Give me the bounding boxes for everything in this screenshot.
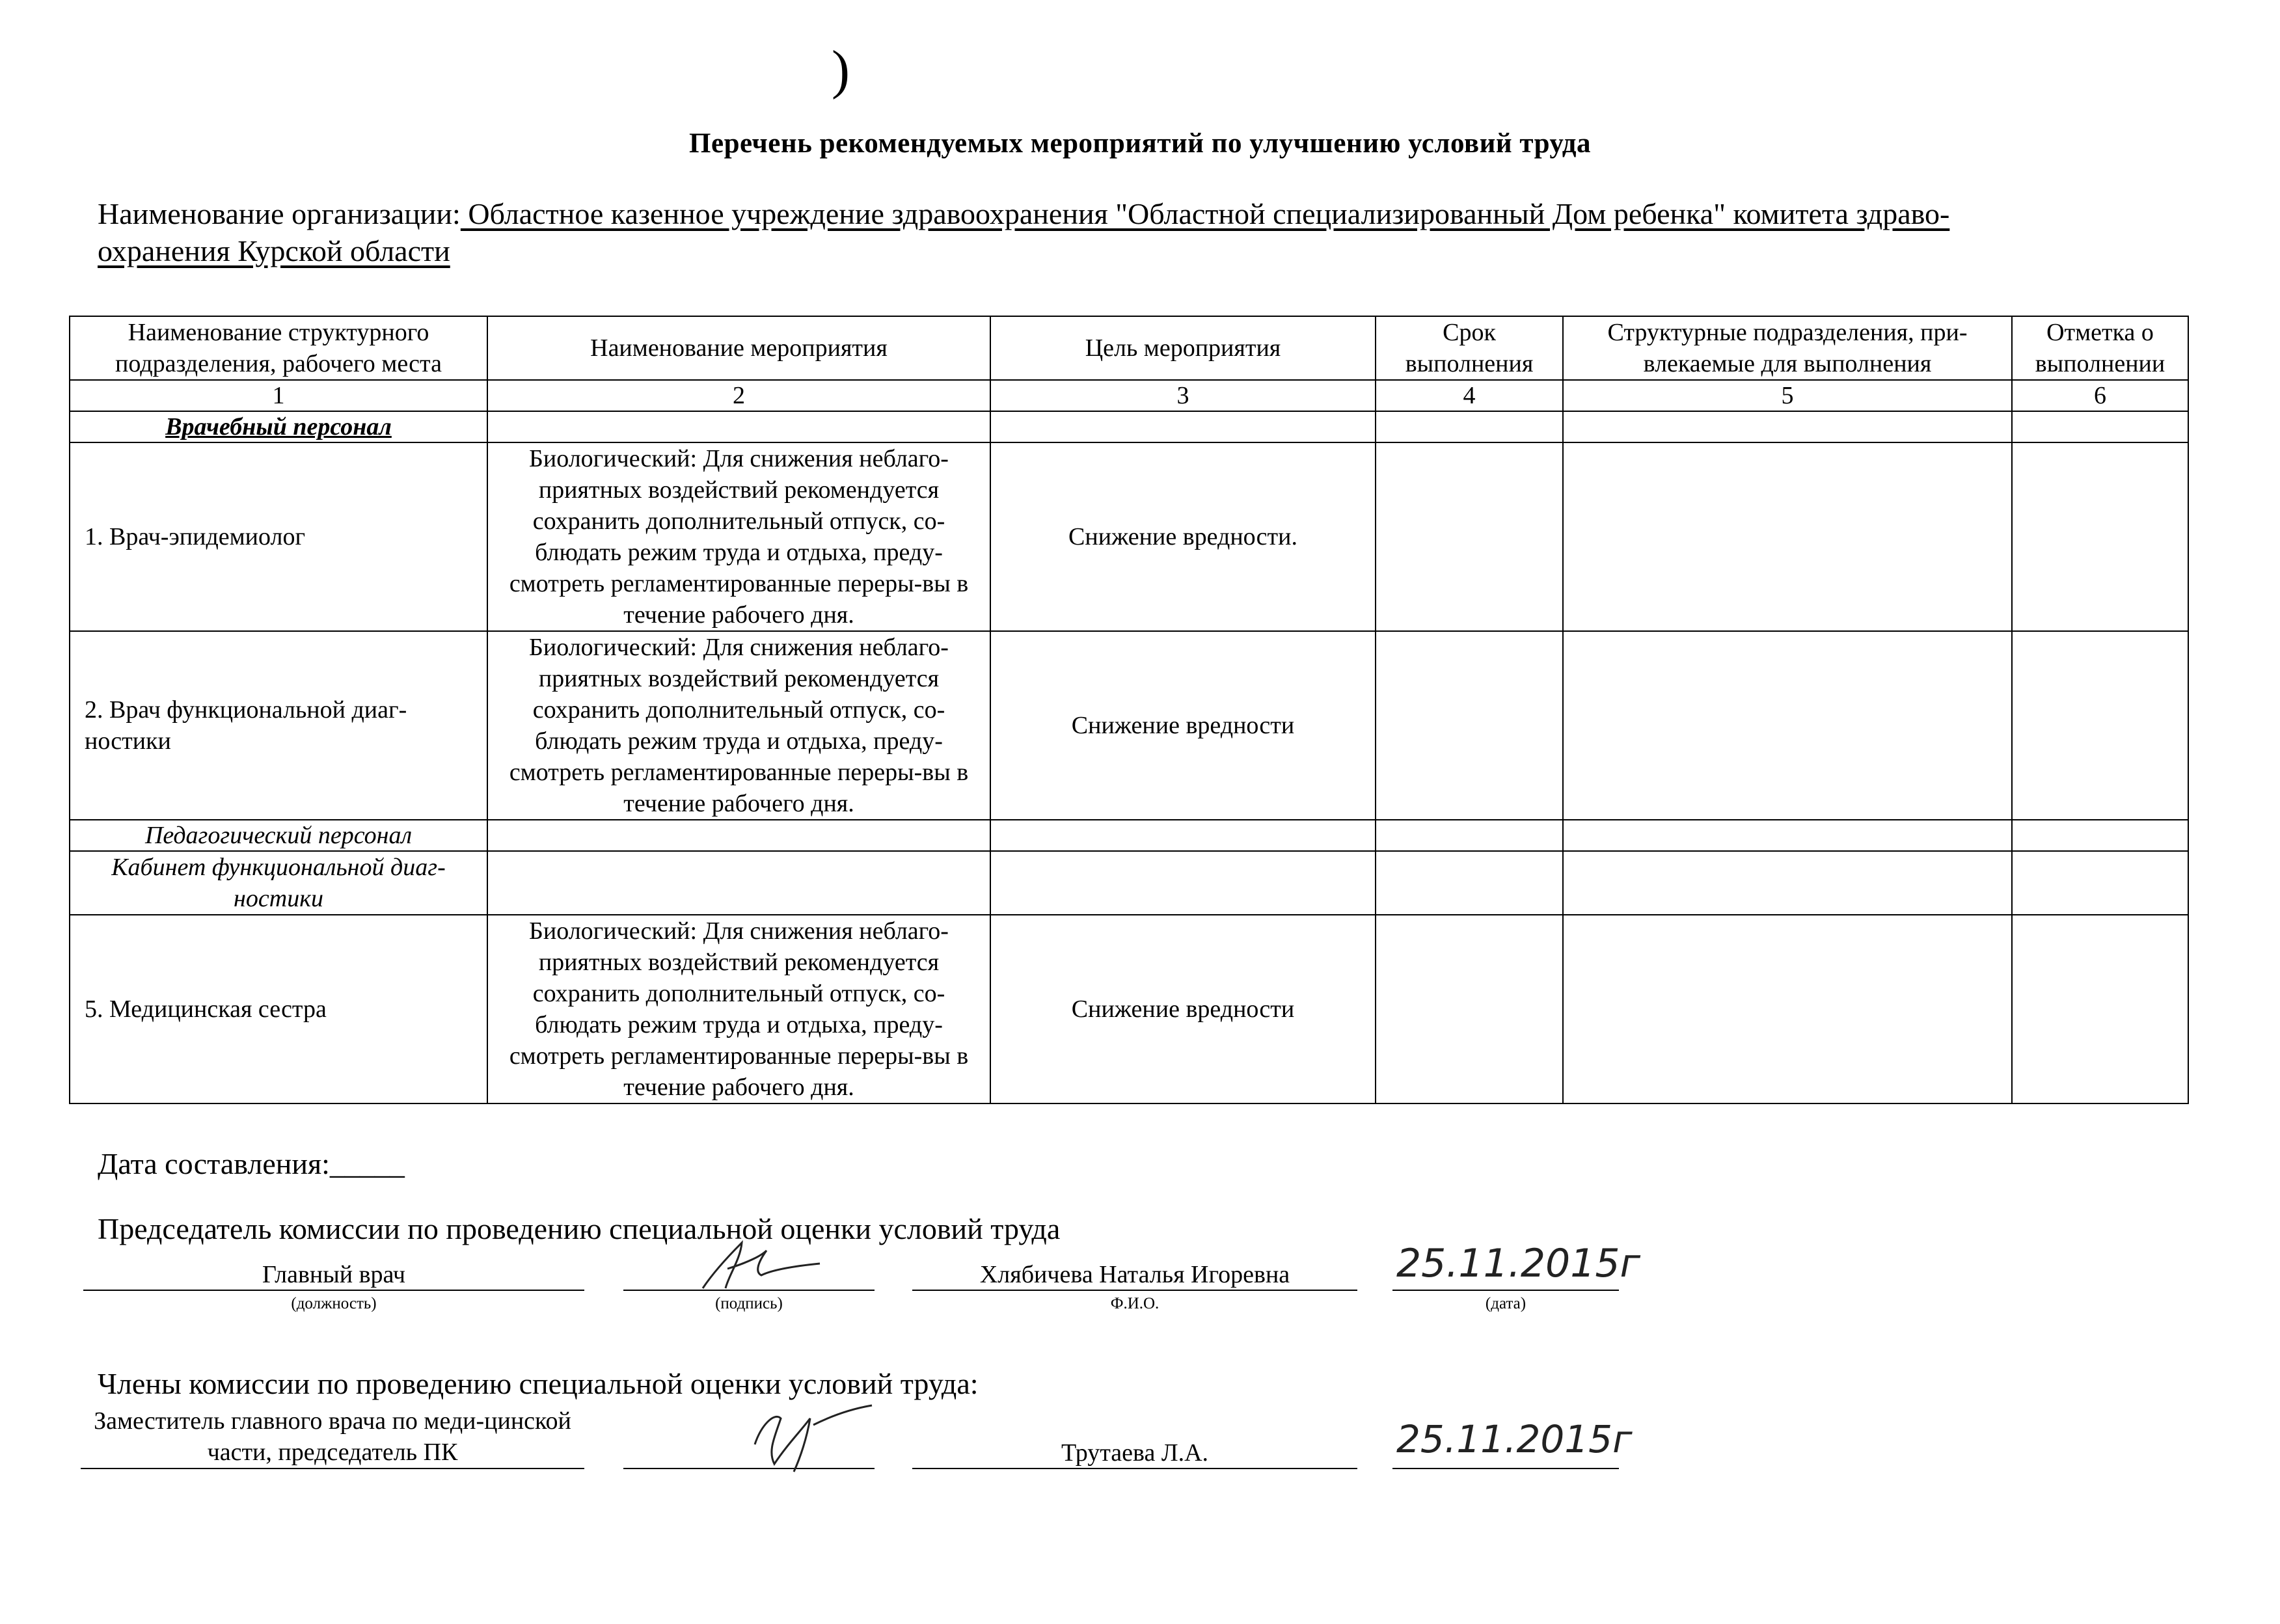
measure-cell: Биологический: Для снижения неблаго-приятных воздействий рекомендуется сохранить дополнительный отпуск, со-блюдать режим труда и отдыха, преду-смотреть регламентированные переры-вы в течение рабочего дня. (487, 915, 990, 1103)
caption-position: (должность) (291, 1295, 377, 1312)
group-row-teachers (70, 820, 2188, 851)
chairman-handwritten-date-text: 25.11.2015г (1396, 1241, 1641, 1286)
caption-name: Ф.И.О. (1110, 1295, 1160, 1312)
header-cell: Наименование структурного подразделения, рабочего места (70, 316, 487, 380)
group-row-doctors (70, 411, 2188, 442)
table-row (70, 631, 2188, 820)
top-mark: ) (832, 40, 850, 100)
chairman-position: Главный врач (83, 1260, 584, 1291)
table-row (70, 915, 2188, 1103)
measure-cell: Биологический: Для снижения неблаго-приятных воздействий рекомендуется сохранить дополнительный отпуск, со-блюдать режим труда и отдыха, преду-смотреть регламентированные переры-вы в течение рабочего дня. (487, 442, 990, 631)
group-row-cabinet (70, 851, 2188, 915)
column-number: 1 (70, 380, 487, 411)
column-number: 4 (1376, 380, 1563, 411)
goal-cell: Снижение вредности (990, 631, 1376, 820)
member-handwritten-date-text: 25.11.2015г (1396, 1417, 1633, 1461)
measure-cell: Биологический: Для снижения неблаго-приятных воздействий рекомендуется сохранить дополнительный отпуск, со-блюдать режим труда и отдыха, преду-смотреть регламентированные переры-вы в течение рабочего дня. (487, 631, 990, 820)
header-cell: Наименование мероприятия (487, 316, 990, 380)
group-label: Врачебный персонал (70, 411, 487, 442)
column-number: 5 (1563, 380, 2012, 411)
chairman-signature (690, 1236, 833, 1295)
member-name: Трутаева Л.А. (912, 1438, 1357, 1469)
chairman-name: Хлябичева Наталья Игоревна (912, 1260, 1357, 1291)
chairman-handwritten-date (1392, 1236, 1666, 1288)
header-cell: Срок выполнения (1376, 316, 1563, 380)
caption-signature: (подпись) (715, 1295, 783, 1312)
organization-name-line1: Областное казенное учреждение здравоохранения "Областной специализированный Дом ребенка" комитета здраво- (460, 197, 1950, 230)
date-compiled: Дата составления:_____ (98, 1147, 405, 1180)
chairman-heading: Председатель комиссии по проведению специальной оценки условий труда (98, 1212, 1061, 1245)
column-number: 2 (487, 380, 990, 411)
goal-cell: Снижение вредности. (990, 442, 1376, 631)
column-number-row (70, 380, 2188, 411)
member-handwritten-date (1392, 1412, 1666, 1464)
header-cell: Структурные подразделения, при-влекаемые для выполнения (1563, 316, 2012, 380)
position-cell: 2. Врач функциональной диаг-ностики (70, 631, 487, 820)
header-cell: Цель мероприятия (990, 316, 1376, 380)
group-label: Педагогический персонал (70, 820, 487, 851)
measures-table (69, 316, 2189, 1104)
members-heading: Члены комиссии по проведению специальной оценки условий труда: (98, 1367, 979, 1400)
position-cell: 1. Врач-эпидемиолог (70, 442, 487, 631)
group-label: Кабинет функциональной диаг-ностики (70, 851, 487, 915)
caption-date: (дата) (1485, 1295, 1527, 1312)
member-position: Заместитель главного врача по меди-цинской части, председатель ПК (81, 1405, 584, 1469)
column-number: 6 (2012, 380, 2188, 411)
table-header-row (70, 316, 2188, 380)
position-cell: 5. Медицинская сестра (70, 915, 487, 1103)
header-cell: Отметка о выполнении (2012, 316, 2188, 380)
organization-label: Наименование организации: (98, 197, 461, 230)
document-title: Перечень рекомендуемых мероприятий по улучшению условий труда (689, 128, 1591, 159)
goal-cell: Снижение вредности (990, 915, 1376, 1103)
organization-name-line2: охранения Курской области (98, 234, 450, 267)
table-row (70, 442, 2188, 631)
column-number: 3 (990, 380, 1376, 411)
member-signature (748, 1399, 878, 1477)
organization-block (98, 195, 2173, 269)
